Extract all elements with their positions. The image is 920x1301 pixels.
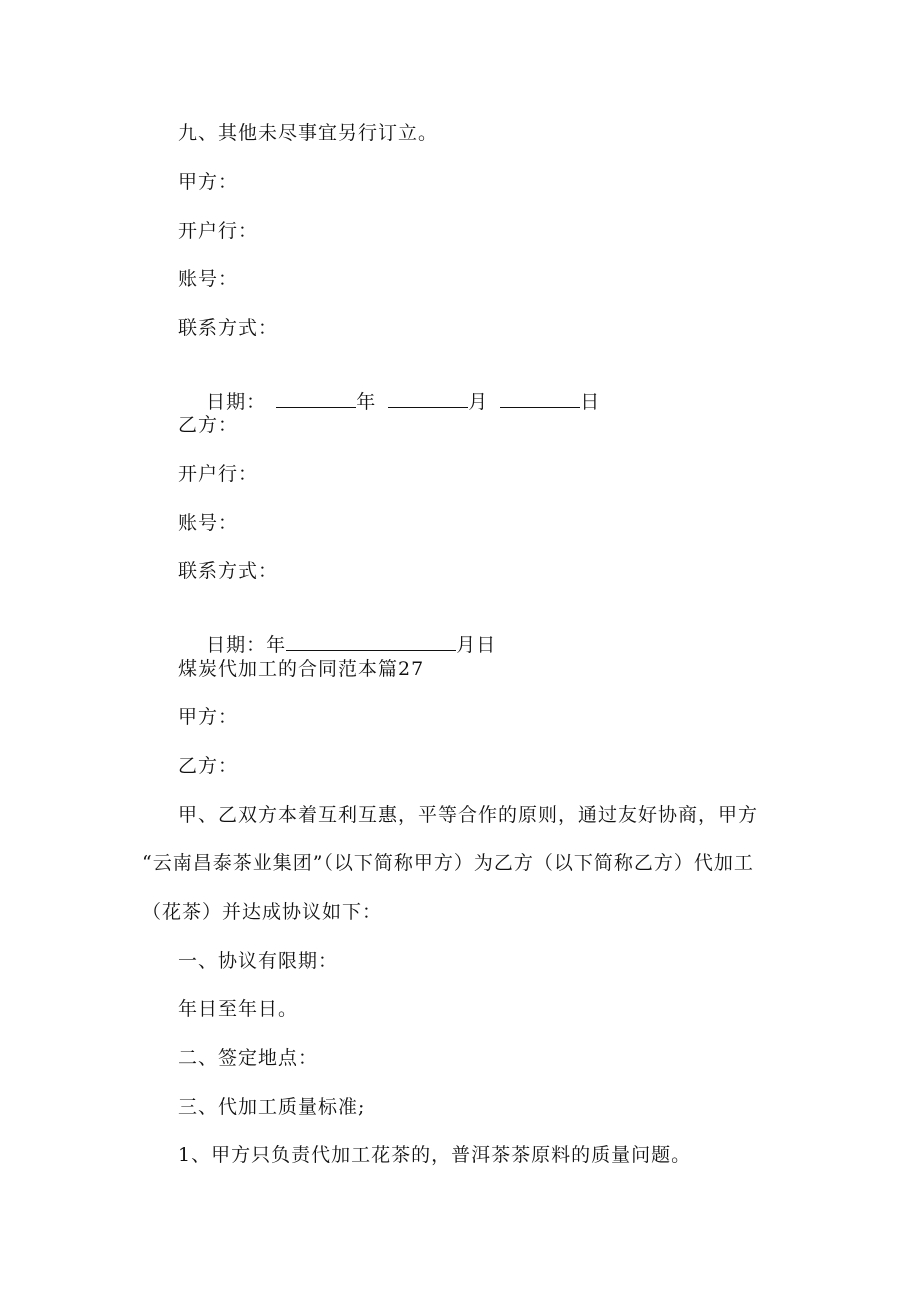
section-title: 煤炭代加工的合同范本篇27 xyxy=(178,658,425,680)
party-b-bank-label: 开户行： xyxy=(178,463,259,485)
date-label: 日期： xyxy=(206,391,267,413)
year-blank xyxy=(276,389,356,408)
day-label: 日 xyxy=(580,391,601,413)
clause-three: 三、代加工质量标准; xyxy=(178,1096,366,1118)
clause-two: 二、签定地点： xyxy=(178,1047,319,1069)
clause-nine: 九、其他未尽事宜另行订立。 xyxy=(178,122,439,144)
party-a-label-2: 甲方： xyxy=(178,706,239,728)
clause-three-item-1: 1、甲方只负责代加工花茶的，普洱茶茶原料的质量问题。 xyxy=(178,1144,692,1166)
paragraph-line-1: 甲、乙双方本着互利互惠，平等合作的原则，通过友好协商，甲方 xyxy=(178,804,759,826)
clause-one: 一、协议有限期： xyxy=(178,950,339,972)
party-b-contact-label: 联系方式： xyxy=(178,560,279,582)
day-blank xyxy=(500,389,580,408)
paragraph-line-2: “云南昌泰茶业集团”（以下简称甲方）为乙方（以下简称乙方）代加工 xyxy=(142,852,754,874)
paragraph-line-3: （花茶）并达成协议如下： xyxy=(142,901,383,923)
month-label: 月 xyxy=(468,391,489,413)
month-day-label: 月日 xyxy=(456,634,497,656)
party-a-date-line xyxy=(178,365,600,438)
year-label: 年 xyxy=(356,391,377,413)
party-a-bank-label: 开户行： xyxy=(178,220,259,242)
party-a-account-label: 账号： xyxy=(178,268,239,290)
party-a-label: 甲方： xyxy=(178,171,239,193)
month-blank xyxy=(388,389,468,408)
party-b-label: 乙方： xyxy=(178,414,239,436)
clause-one-detail: 年日至年日。 xyxy=(178,998,299,1020)
date-year-label: 日期：年 xyxy=(206,634,287,656)
date-blank xyxy=(286,632,456,651)
party-a-contact-label: 联系方式： xyxy=(178,317,279,339)
party-b-account-label: 账号： xyxy=(178,512,239,534)
party-b-label-2: 乙方： xyxy=(178,755,239,777)
